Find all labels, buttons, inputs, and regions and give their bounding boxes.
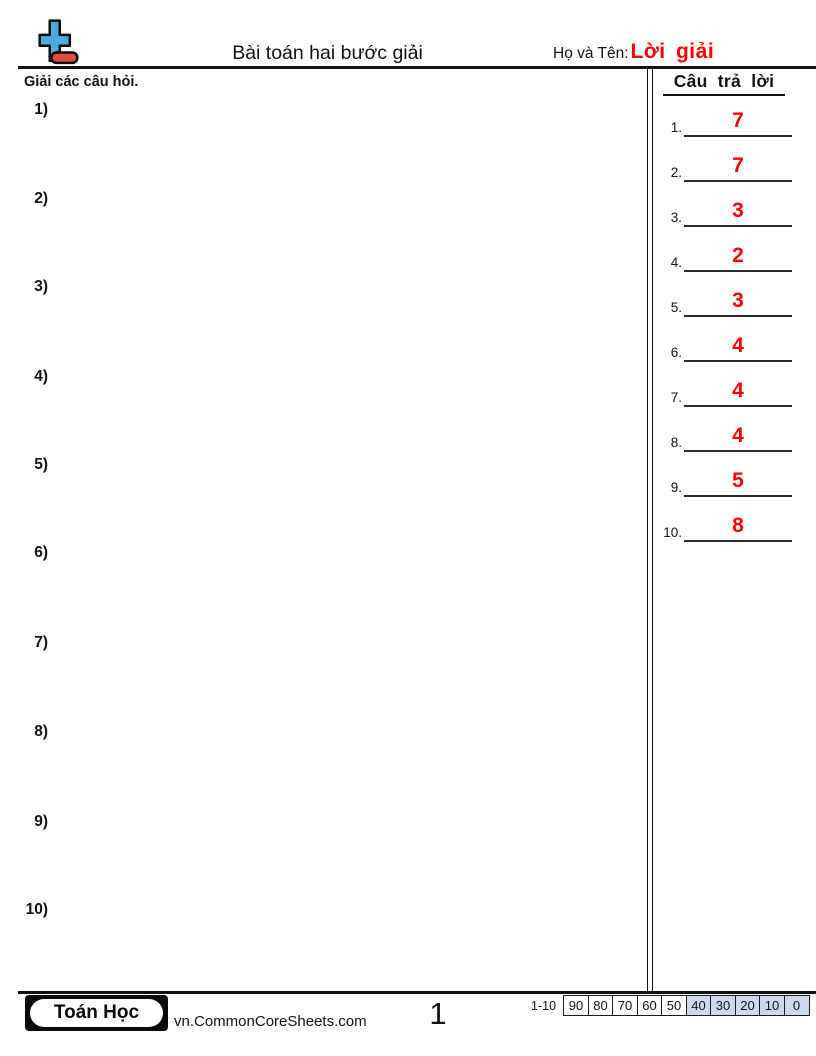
answer-value: 8 <box>684 515 792 542</box>
score-cell-80: 80 <box>588 995 614 1016</box>
question-number-8: 8) <box>34 723 48 740</box>
answer-value: 3 <box>684 290 792 317</box>
score-cell-10: 10 <box>759 995 785 1016</box>
score-cell-20: 20 <box>735 995 761 1016</box>
answer-value: 4 <box>684 380 792 407</box>
answer-row-9 <box>650 461 794 497</box>
score-range-label: 1-10 <box>531 998 557 1013</box>
answer-value: 2 <box>684 245 792 272</box>
question-number-6: 6) <box>34 544 48 561</box>
answer-value: 5 <box>684 470 792 497</box>
answer-index: 2. <box>670 165 682 181</box>
worksheet-title: Bài toán hai bước giải <box>232 42 423 64</box>
answer-row-10 <box>650 506 794 542</box>
answer-row-2 <box>650 146 794 182</box>
answer-index: 4. <box>670 255 682 271</box>
answer-index: 5. <box>670 300 682 316</box>
answer-index: 7. <box>670 390 682 406</box>
score-cell-90: 90 <box>563 995 589 1016</box>
score-cell-50: 50 <box>661 995 687 1016</box>
answer-value: 4 <box>684 425 792 452</box>
subject-badge <box>25 995 168 1031</box>
question-number-4: 4) <box>34 368 48 385</box>
answer-row-5 <box>650 281 794 317</box>
score-cells <box>563 995 810 1016</box>
name-value: Lời giải <box>630 40 715 63</box>
answer-index: 10. <box>663 525 682 541</box>
footer-rule <box>18 991 816 994</box>
score-cell-30: 30 <box>710 995 736 1016</box>
answer-row-6 <box>650 326 794 362</box>
answer-index: 8. <box>670 435 682 451</box>
answer-row-3 <box>650 191 794 227</box>
question-number-3: 3) <box>34 278 48 295</box>
answer-row-1 <box>650 101 794 137</box>
website-text: vn.CommonCoreSheets.com <box>174 1013 367 1030</box>
question-number-9: 9) <box>34 813 48 830</box>
question-number-5: 5) <box>34 456 48 473</box>
score-cell-0: 0 <box>784 995 810 1016</box>
name-row <box>553 40 714 64</box>
score-cell-40: 40 <box>686 995 712 1016</box>
answer-row-7 <box>650 371 794 407</box>
question-number-7: 7) <box>34 634 48 651</box>
subject-badge-label: Toán Học <box>30 999 163 1027</box>
answer-value: 4 <box>684 335 792 362</box>
answer-index: 3. <box>670 210 682 226</box>
answer-value: 7 <box>684 110 792 137</box>
answers-heading: Câu trả lời <box>663 71 785 96</box>
question-number-2: 2) <box>34 190 48 207</box>
question-number-1: 1) <box>34 101 48 118</box>
answer-index: 9. <box>670 480 682 496</box>
score-table <box>531 995 810 1016</box>
name-label: Họ và Tên: <box>553 45 629 62</box>
answer-value: 3 <box>684 200 792 227</box>
header-rule <box>18 66 816 69</box>
instruction-text: Giải các câu hỏi. <box>24 74 139 90</box>
answer-index: 1. <box>670 120 682 136</box>
answer-row-8 <box>650 416 794 452</box>
score-cell-70: 70 <box>612 995 638 1016</box>
answer-row-4 <box>650 236 794 272</box>
question-number-10: 10) <box>25 901 48 918</box>
answer-index: 6. <box>670 345 682 361</box>
score-cell-60: 60 <box>637 995 663 1016</box>
answer-value: 7 <box>684 155 792 182</box>
page-number: 1 <box>429 996 447 1031</box>
